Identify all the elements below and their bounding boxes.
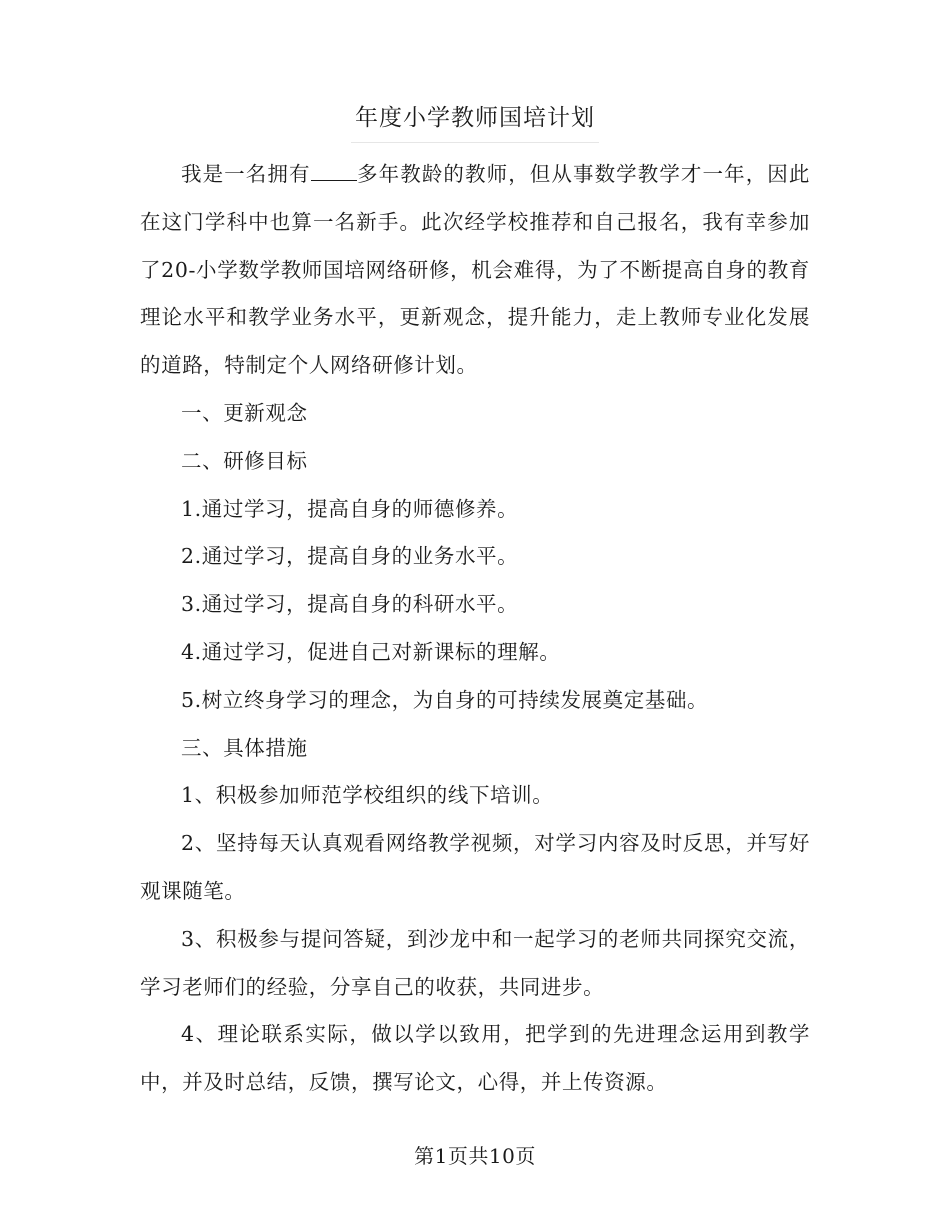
page-number-footer: 第1页共10页 — [414, 1144, 536, 1168]
goal-item: 1.通过学习，提高自身的师德修养。 — [181, 496, 519, 521]
measure-item: 4、理论联系实际，做以学以致用，把学到的先进理念运用到教学中，并及时总结，反馈，撰写论文，心得，并上传资源。 — [140, 1022, 810, 1095]
fill-in-blank — [311, 161, 357, 181]
measure-item: 2、坚持每天认真观看网络教学视频，对学习内容及时反思，并写好观课随笔。 — [140, 831, 810, 903]
intro-text-after-blank: 多年教龄的教师，但从事数学教学才一年，因此在这门学科中也算一名新手。此次经学校推荐和自己报名，我有幸参加了20-小学数学教师国培网络研修，机会难得，为了不断提高自身的教育理论水平和教学业务水平，更新观念，提升能力，走上教师专业化发展的道路，特制定个人网络研修计划。 — [140, 162, 810, 378]
document-title: 年度小学教师国培计划 — [351, 96, 599, 143]
goal-item: 3.通过学习，提高自身的科研水平。 — [181, 592, 519, 617]
intro-text-before-blank: 我是一名拥有 — [181, 162, 311, 186]
goal-item: 5.树立终身学习的理念，为自身的可持续发展奠定基础。 — [181, 687, 709, 712]
goal-item: 2.通过学习，提高自身的业务水平。 — [181, 544, 519, 569]
section-heading-update-concepts: 一、更新观念 — [181, 400, 308, 425]
section-heading-goals: 二、研修目标 — [181, 448, 308, 473]
measure-item: 1、积极参加师范学校组织的线下培训。 — [181, 783, 554, 808]
measure-item: 3、积极参与提问答疑，到沙龙中和一起学习的老师共同探究交流，学习老师们的经验，分享自己的收获，共同进步。 — [140, 926, 810, 999]
intro-paragraph — [140, 151, 810, 390]
title-container — [0, 96, 950, 143]
document-body — [140, 151, 810, 1107]
goal-item: 4.通过学习，促进自己对新课标的理解。 — [181, 639, 561, 664]
section-heading-measures: 三、具体措施 — [181, 735, 308, 760]
